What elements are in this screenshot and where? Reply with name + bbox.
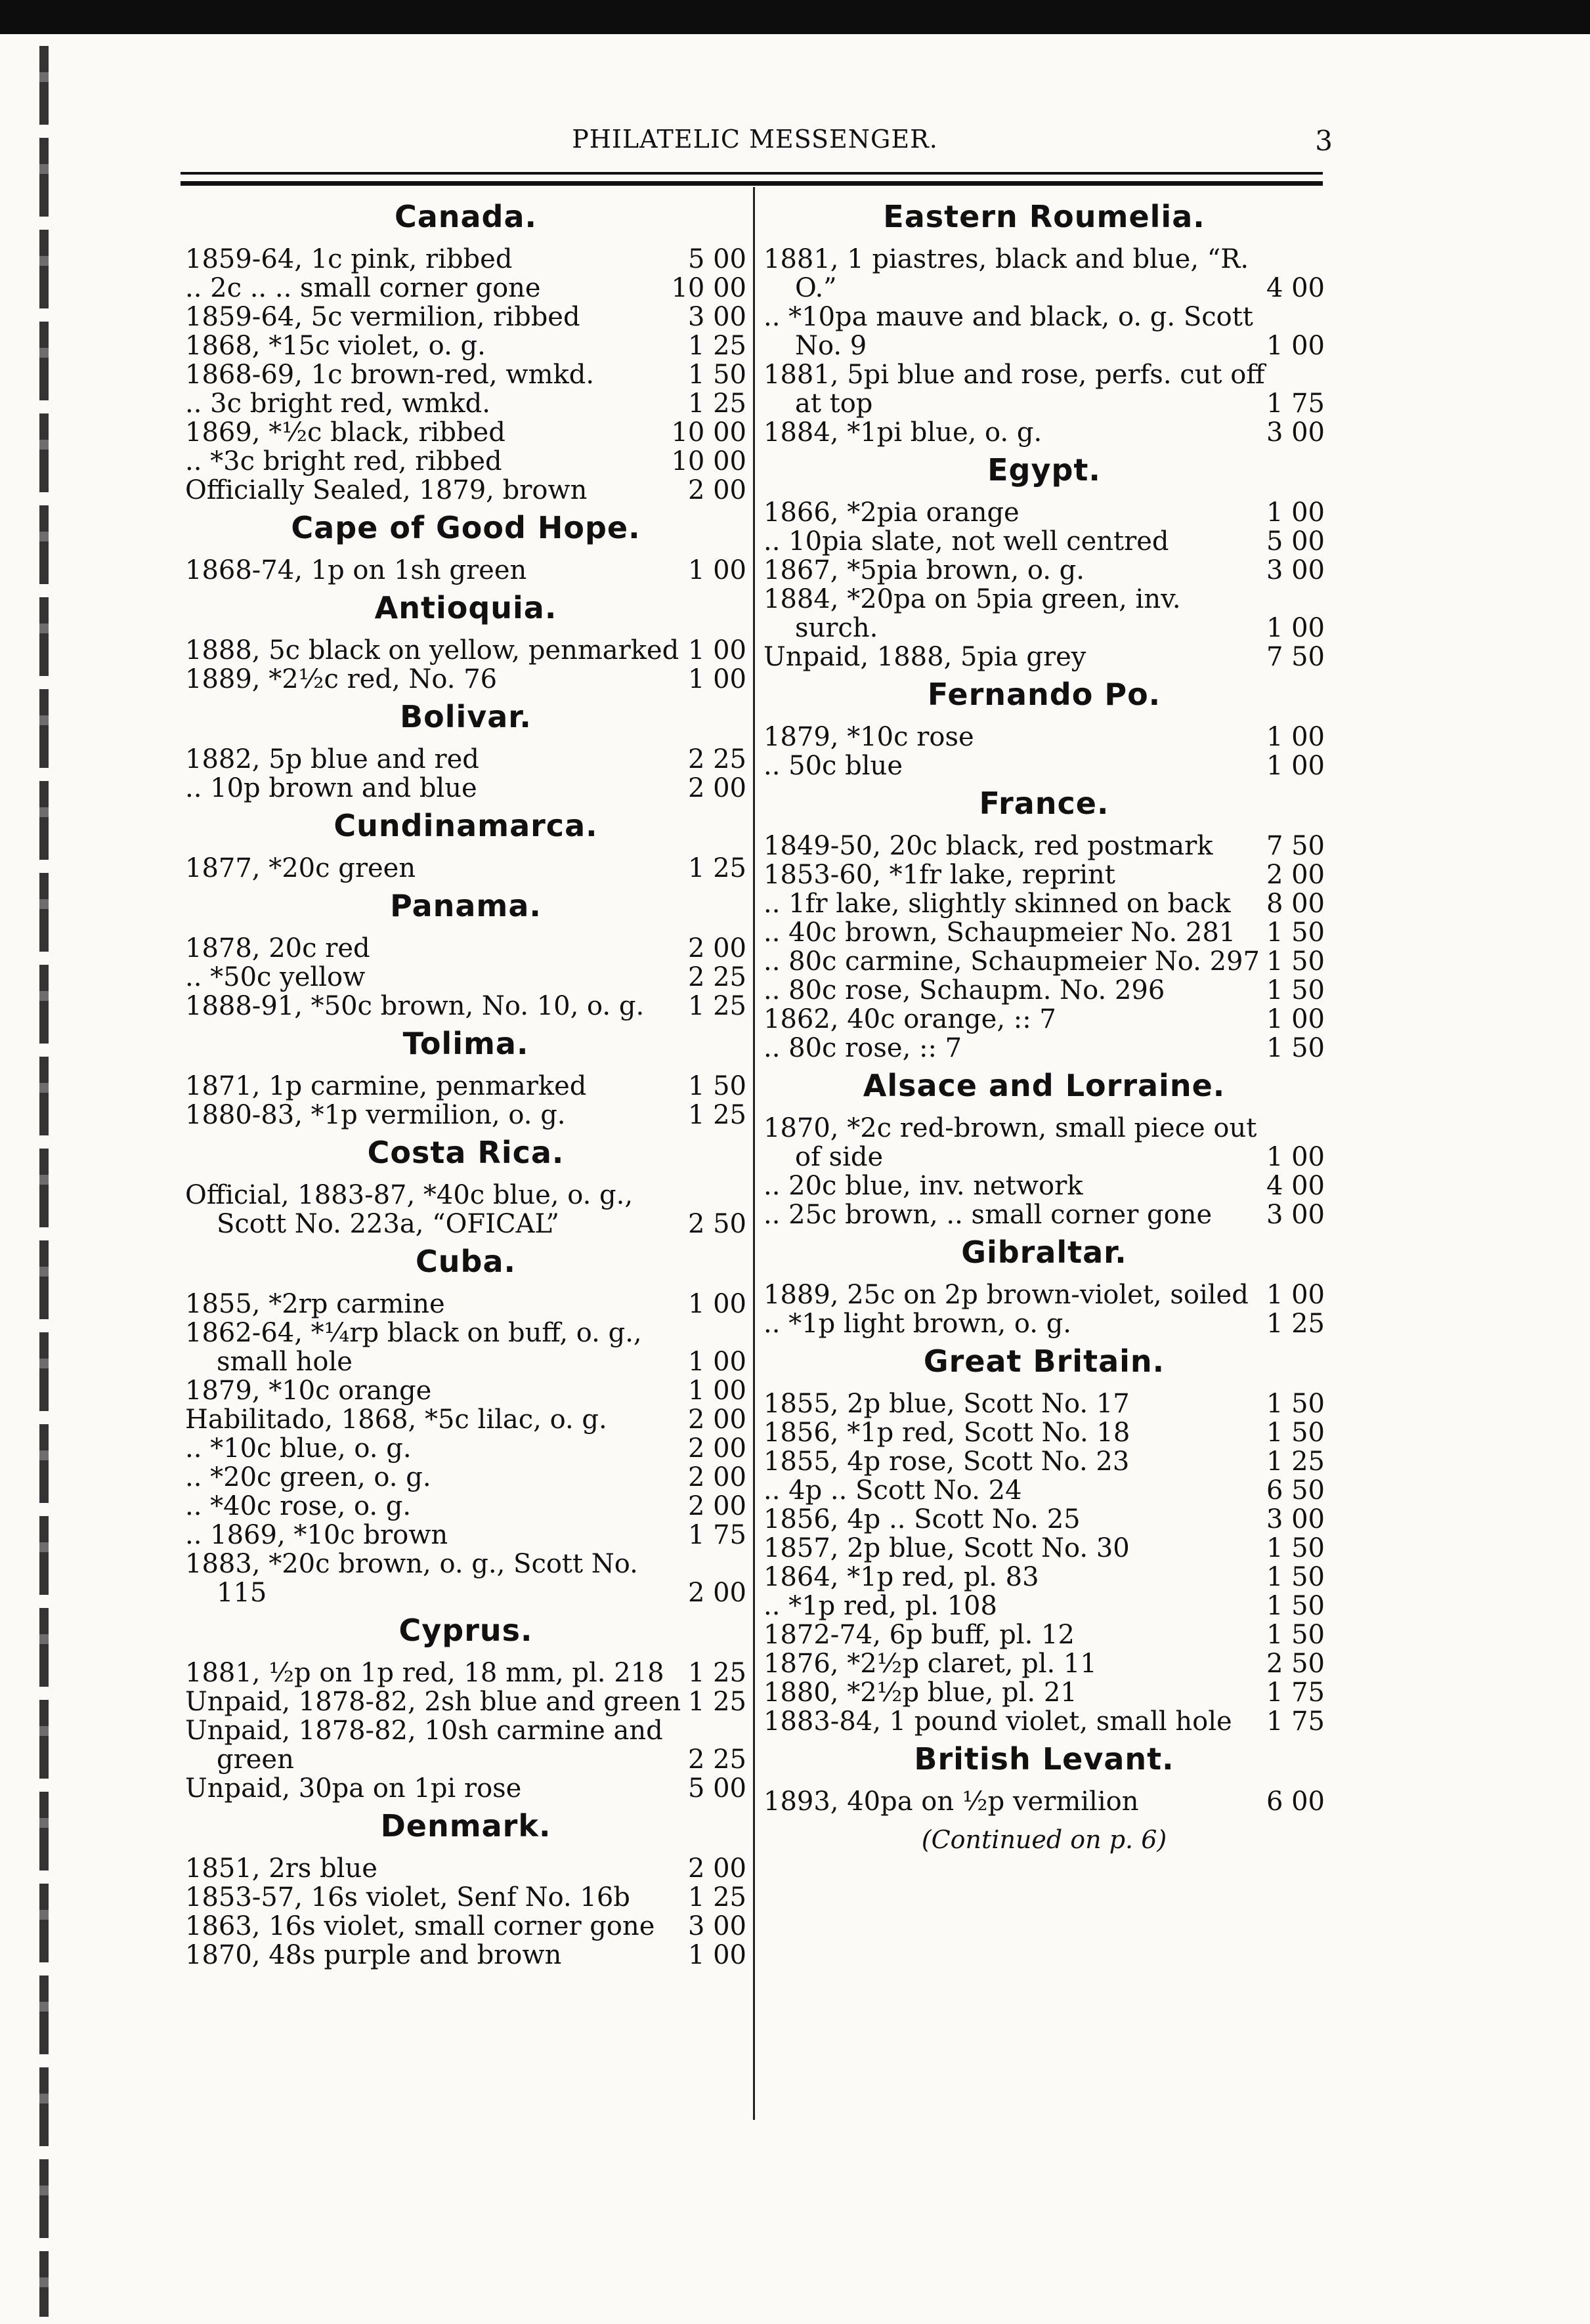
section-heading: Cundinamarca. — [333, 808, 598, 843]
stamp-description: .. 50c blue — [763, 751, 903, 781]
stamp-listing — [185, 245, 746, 274]
stamp-description: 1879, *10c rose — [763, 722, 974, 752]
stamp-price: 1 00 — [1266, 331, 1325, 361]
stamp-description: .. *10pa mauve and black, o. g. Scott No. 9 — [763, 302, 1253, 361]
stamp-listing — [763, 832, 1325, 860]
stamp-description: Unpaid, 1878-82, 10sh carmine and green — [185, 1716, 663, 1775]
stamp-price: 1 75 — [1266, 389, 1325, 419]
stamp-listing — [185, 1405, 746, 1434]
stamp-listing — [763, 1114, 1325, 1172]
stamp-price: 2 00 — [687, 1491, 746, 1521]
stamp-listing — [763, 1707, 1325, 1736]
stamp-listing — [185, 1434, 746, 1463]
stamp-price: 2 25 — [687, 1744, 746, 1775]
stamp-price: 1 75 — [1266, 1678, 1325, 1708]
stamp-price: 2 00 — [687, 933, 746, 963]
stamp-listing — [763, 947, 1325, 976]
stamp-description: .. *1p light brown, o. g. — [763, 1309, 1072, 1339]
stamp-listing — [185, 1492, 746, 1521]
stamp-listing — [763, 1534, 1325, 1563]
stamp-listing — [185, 963, 746, 992]
stamp-price: 3 00 — [1266, 1200, 1325, 1230]
stamp-listing — [763, 1280, 1325, 1309]
stamp-price: 1 75 — [1266, 1706, 1325, 1737]
stamp-description: Unpaid, 30pa on 1pi rose — [185, 1773, 522, 1804]
stamp-price: 2 50 — [687, 1209, 746, 1239]
stamp-listing — [763, 1172, 1325, 1200]
right-column — [763, 194, 1325, 1854]
stamp-price: 2 25 — [687, 962, 746, 992]
stamp-listing — [185, 1774, 746, 1803]
stamp-description: 1872-74, 6p buff, pl. 12 — [763, 1620, 1075, 1650]
stamp-description: 1880, *2½p blue, pl. 21 — [763, 1678, 1077, 1708]
section-cyprus — [185, 1610, 746, 1803]
stamp-listing — [185, 1101, 746, 1130]
stamp-listing — [763, 1005, 1325, 1034]
continued-note: (Continued on p. 6) — [921, 1825, 1167, 1854]
stamp-price: 2 00 — [687, 1853, 746, 1884]
stamp-listing — [185, 774, 746, 803]
stamp-description: 1855, 2p blue, Scott No. 17 — [763, 1389, 1130, 1419]
stamp-listing — [185, 1181, 746, 1238]
stamp-listing — [185, 665, 746, 694]
stamp-listing — [185, 1072, 746, 1101]
stamp-description: Official, 1883-87, *40c blue, o. g., Scott No. 223a, “OFICAL” — [185, 1180, 634, 1239]
stamp-listing — [763, 1563, 1325, 1592]
stamp-description: 1868-69, 1c brown-red, wmkd. — [185, 360, 595, 390]
page-number: 3 — [1315, 125, 1333, 157]
stamp-listing — [185, 1290, 746, 1319]
stamp-price: 10 00 — [671, 273, 746, 303]
stamp-price: 1 50 — [1266, 1418, 1325, 1448]
stamp-listing — [185, 854, 746, 883]
stamp-listing — [763, 1592, 1325, 1620]
section-heading: Fernando Po. — [927, 677, 1161, 712]
stamp-description: 1889, *2½c red, No. 76 — [185, 664, 498, 694]
stamp-description: Unpaid, 1878-82, 2sh blue and green — [185, 1687, 681, 1717]
stamp-price: 4 00 — [1266, 273, 1325, 303]
stamp-price: 5 00 — [1266, 526, 1325, 557]
stamp-description: .. *20c green, o. g. — [185, 1462, 431, 1492]
stamp-description: 1864, *1p red, pl. 83 — [763, 1562, 1039, 1592]
section-heading: Great Britain. — [923, 1343, 1165, 1379]
header-rule — [181, 172, 1323, 175]
stamp-price: 1 25 — [687, 1882, 746, 1912]
stamp-listing — [185, 1854, 746, 1883]
stamp-price: 1 75 — [687, 1520, 746, 1550]
stamp-price: 2 00 — [687, 1405, 746, 1435]
stamp-listing — [763, 556, 1325, 585]
left-column — [185, 194, 746, 1970]
stamp-listing — [185, 636, 746, 665]
stamp-listing — [185, 992, 746, 1021]
stamp-description: 1856, *1p red, Scott No. 18 — [763, 1418, 1130, 1448]
section-heading: Panama. — [390, 888, 542, 923]
stamp-listing — [763, 527, 1325, 556]
stamp-description: 1889, 25c on 2p brown-violet, soiled — [763, 1280, 1249, 1310]
stamp-description: .. 80c rose, :: 7 — [763, 1033, 962, 1063]
section-heading: Cuba. — [416, 1244, 516, 1279]
stamp-description: 1870, *2c red-brown, small piece out of side — [763, 1113, 1257, 1172]
stamp-listing — [763, 1389, 1325, 1418]
stamp-price: 1 25 — [1266, 1309, 1325, 1339]
stamp-listing — [185, 1941, 746, 1970]
stamp-price: 1 25 — [687, 1658, 746, 1688]
stamp-description: .. *10c blue, o. g. — [185, 1433, 412, 1464]
stamp-listing — [185, 1716, 746, 1774]
stamp-listing — [185, 1550, 746, 1607]
stamp-price: 3 00 — [1266, 555, 1325, 585]
stamp-listing — [763, 498, 1325, 527]
stamp-price: 5 00 — [687, 244, 746, 274]
binding-edge — [39, 46, 49, 2317]
stamp-listing — [763, 1034, 1325, 1063]
stamp-description: .. 40c brown, Schaupmeier No. 281 — [763, 918, 1236, 948]
stamp-description: Habilitado, 1868, *5c lilac, o. g. — [185, 1405, 607, 1435]
section-heading: Alsace and Lorraine. — [863, 1068, 1226, 1103]
stamp-price: 1 50 — [1266, 1591, 1325, 1621]
stamp-listing — [763, 751, 1325, 780]
stamp-listing — [185, 1463, 746, 1492]
stamp-price: 1 00 — [687, 664, 746, 694]
stamp-price: 2 25 — [687, 744, 746, 774]
stamp-price: 1 00 — [687, 1347, 746, 1377]
stamp-listing — [185, 1376, 746, 1405]
stamp-listing — [763, 1309, 1325, 1338]
stamp-price: 10 00 — [671, 417, 746, 448]
stamp-description: 1884, *20pa on 5pia green, inv. surch. — [763, 584, 1181, 643]
stamp-price: 5 00 — [687, 1773, 746, 1804]
stamp-listing — [185, 1912, 746, 1941]
section-denmark — [185, 1806, 746, 1970]
stamp-description: 1855, *2rp carmine — [185, 1289, 445, 1319]
stamp-description: .. *40c rose, o. g. — [185, 1491, 412, 1521]
stamp-price: 1 00 — [1266, 1004, 1325, 1034]
stamp-price: 1 00 — [1266, 722, 1325, 752]
section-costa-rica — [185, 1132, 746, 1238]
section-heading: Cape of Good Hope. — [291, 510, 641, 545]
stamp-listing — [763, 889, 1325, 918]
stamp-price: 1 25 — [687, 1687, 746, 1717]
stamp-description: 1853-57, 16s violet, Senf No. 16b — [185, 1882, 630, 1912]
stamp-description: 1851, 2rs blue — [185, 1853, 377, 1884]
stamp-listing — [185, 389, 746, 418]
section-heading: Egypt. — [987, 452, 1101, 488]
section-alsace-and-lorraine — [763, 1065, 1325, 1229]
stamp-price: 1 50 — [1266, 1562, 1325, 1592]
stamp-price: 8 00 — [1266, 889, 1325, 919]
stamp-listing — [763, 1678, 1325, 1707]
stamp-description: 1862, 40c orange, :: 7 — [763, 1004, 1056, 1034]
stamp-listing — [185, 476, 746, 505]
stamp-price: 1 00 — [1266, 497, 1325, 528]
stamp-price: 2 00 — [687, 1578, 746, 1608]
stamp-price: 1 25 — [687, 331, 746, 361]
section-france — [763, 783, 1325, 1063]
stamp-price: 1 50 — [1266, 1389, 1325, 1419]
stamp-price: 1 00 — [687, 635, 746, 666]
stamp-price: 6 50 — [1266, 1475, 1325, 1506]
stamp-listing — [763, 1476, 1325, 1505]
stamp-listing — [185, 418, 746, 447]
stamp-description: .. *3c bright red, ribbed — [185, 446, 502, 476]
stamp-description: 1868-74, 1p on 1sh green — [185, 555, 527, 585]
stamp-listing — [763, 245, 1325, 303]
top-rule — [0, 0, 1590, 34]
stamp-listing — [763, 1787, 1325, 1816]
stamp-listing — [185, 1883, 746, 1912]
stamp-listing — [763, 643, 1325, 671]
stamp-price: 4 00 — [1266, 1171, 1325, 1201]
stamp-price: 1 50 — [1266, 975, 1325, 1005]
stamp-price: 3 00 — [687, 302, 746, 332]
stamp-description: 1893, 40pa on ½p vermilion — [763, 1786, 1139, 1817]
stamp-description: .. 1fr lake, slightly skinned on back — [763, 889, 1231, 919]
stamp-description: .. 10pia slate, not well centred — [763, 526, 1169, 557]
stamp-description: 1883, *20c brown, o. g., Scott No. 115 — [185, 1549, 638, 1608]
stamp-listing — [185, 274, 746, 303]
stamp-listing — [185, 934, 746, 963]
stamp-price: 1 50 — [1266, 918, 1325, 948]
section-egypt — [763, 450, 1325, 671]
stamp-price: 1 25 — [687, 389, 746, 419]
stamp-description: 1867, *5pia brown, o. g. — [763, 555, 1085, 585]
stamp-description: .. *50c yellow — [185, 962, 366, 992]
stamp-price: 1 00 — [1266, 613, 1325, 643]
stamp-description: 1870, 48s purple and brown — [185, 1940, 562, 1970]
stamp-listing — [185, 556, 746, 585]
section-cundinamarca — [185, 805, 746, 883]
stamp-listing — [763, 1447, 1325, 1476]
stamp-listing — [763, 918, 1325, 947]
stamp-listing — [763, 1200, 1325, 1229]
stamp-description: 1859-64, 5c vermilion, ribbed — [185, 302, 580, 332]
section-canada — [185, 196, 746, 505]
stamp-price: 2 00 — [687, 1433, 746, 1464]
stamp-listing — [763, 360, 1325, 418]
stamp-description: .. 2c .. .. small corner gone — [185, 273, 541, 303]
stamp-price: 2 00 — [687, 773, 746, 803]
stamp-price: 1 00 — [687, 1289, 746, 1319]
stamp-price: 3 00 — [687, 1911, 746, 1941]
stamp-description: 1878, 20c red — [185, 933, 370, 963]
stamp-price: 2 50 — [1266, 1649, 1325, 1679]
stamp-description: 1888-91, *50c brown, No. 10, o. g. — [185, 991, 645, 1021]
stamp-description: .. 4p .. Scott No. 24 — [763, 1475, 1022, 1506]
stamp-price: 1 00 — [687, 555, 746, 585]
stamp-listing — [185, 1319, 746, 1376]
stamp-description: .. 80c carmine, Schaupmeier No. 297 — [763, 946, 1260, 977]
stamp-description: 1849-50, 20c black, red postmark — [763, 831, 1213, 861]
stamp-description: .. 3c bright red, wmkd. — [185, 389, 490, 419]
stamp-price: 1 50 — [1266, 946, 1325, 977]
stamp-description: 1883-84, 1 pound violet, small hole — [763, 1706, 1232, 1737]
section-heading: Denmark. — [380, 1808, 551, 1844]
stamp-description: 1881, ½p on 1p red, 18 mm, pl. 218 — [185, 1658, 664, 1688]
stamp-description: 1880-83, *1p vermilion, o. g. — [185, 1100, 566, 1130]
section-panama — [185, 885, 746, 1021]
stamp-description: 1866, *2pia orange — [763, 497, 1020, 528]
section-heading: Cyprus. — [398, 1613, 533, 1648]
section-bolivar — [185, 696, 746, 803]
stamp-description: 1856, 4p .. Scott No. 25 — [763, 1504, 1081, 1534]
stamp-price: 7 50 — [1266, 642, 1325, 672]
stamp-listing — [185, 1687, 746, 1716]
stamp-description: .. 80c rose, Schaupm. No. 296 — [763, 975, 1165, 1005]
stamp-price: 1 25 — [687, 991, 746, 1021]
stamp-price: 1 25 — [1266, 1447, 1325, 1477]
header-rule-double — [181, 181, 1323, 186]
stamp-listing — [185, 360, 746, 389]
right-sections — [763, 196, 1325, 1816]
section-cape-of-good-hope — [185, 507, 746, 585]
stamp-description: 1871, 1p carmine, penmarked — [185, 1071, 587, 1101]
stamp-description: Unpaid, 1888, 5pia grey — [763, 642, 1086, 672]
stamp-listing — [763, 418, 1325, 447]
stamp-description: 1888, 5c black on yellow, penmarked — [185, 635, 679, 666]
stamp-listing — [763, 976, 1325, 1005]
section-gibraltar — [763, 1232, 1325, 1338]
section-tolima — [185, 1023, 746, 1130]
stamp-description: 1857, 2p blue, Scott No. 30 — [763, 1533, 1130, 1563]
stamp-price: 1 25 — [687, 1100, 746, 1130]
section-heading: Gibraltar. — [961, 1235, 1127, 1270]
section-heading: British Levant. — [914, 1741, 1174, 1777]
stamp-price: 10 00 — [671, 446, 746, 476]
section-heading: Antioquia. — [374, 590, 557, 625]
stamp-description: 1855, 4p rose, Scott No. 23 — [763, 1447, 1130, 1477]
stamp-price: 3 00 — [1266, 1504, 1325, 1534]
stamp-description: 1884, *1pi blue, o. g. — [763, 417, 1042, 448]
stamp-listing — [763, 1418, 1325, 1447]
stamp-listing — [763, 1620, 1325, 1649]
section-antioquia — [185, 587, 746, 694]
stamp-price: 1 00 — [1266, 1280, 1325, 1310]
stamp-description: .. 1869, *10c brown — [185, 1520, 448, 1550]
section-heading: France. — [979, 786, 1109, 821]
stamp-listing — [763, 1649, 1325, 1678]
stamp-price: 2 00 — [687, 1462, 746, 1492]
stamp-description: 1879, *10c orange — [185, 1376, 432, 1406]
stamp-description: 1882, 5p blue and red — [185, 744, 479, 774]
column-divider — [753, 187, 755, 2120]
section-heading: Canada. — [394, 199, 538, 234]
stamp-description: 1862-64, *¼rp black on buff, o. g., small hole — [185, 1318, 642, 1377]
stamp-description: 1868, *15c violet, o. g. — [185, 331, 486, 361]
stamp-price: 6 00 — [1266, 1786, 1325, 1817]
stamp-price: 1 50 — [1266, 1033, 1325, 1063]
stamp-description: 1877, *20c green — [185, 853, 416, 883]
stamp-listing — [763, 723, 1325, 751]
stamp-listing — [185, 1658, 746, 1687]
section-heading: Tolima. — [402, 1026, 529, 1061]
stamp-price: 2 00 — [687, 475, 746, 505]
stamp-description: 1881, 5pi blue and rose, perfs. cut off at top — [763, 360, 1265, 419]
stamp-price: 1 00 — [1266, 1142, 1325, 1172]
section-heading: Eastern Roumelia. — [883, 199, 1205, 234]
stamp-description: .. 25c brown, .. small corner gone — [763, 1200, 1213, 1230]
running-title: PHILATELIC MESSENGER. — [572, 125, 938, 154]
section-eastern-roumelia — [763, 196, 1325, 447]
section-british-levant — [763, 1739, 1325, 1816]
section-heading: Costa Rica. — [367, 1135, 565, 1170]
stamp-listing — [763, 303, 1325, 360]
stamp-price: 7 50 — [1266, 831, 1325, 861]
stamp-price: 1 50 — [1266, 1620, 1325, 1650]
stamp-listing — [763, 860, 1325, 889]
stamp-listing — [185, 447, 746, 476]
stamp-price: 1 00 — [687, 1940, 746, 1970]
section-great-britain — [763, 1341, 1325, 1736]
stamp-listing — [185, 1521, 746, 1550]
stamp-price: 1 00 — [687, 1376, 746, 1406]
stamp-description: .. 10p brown and blue — [185, 773, 477, 803]
stamp-listing — [185, 303, 746, 331]
stamp-description: 1869, *½c black, ribbed — [185, 417, 505, 448]
stamp-price: 3 00 — [1266, 417, 1325, 448]
stamp-price: 1 50 — [1266, 1533, 1325, 1563]
stamp-price: 1 50 — [687, 360, 746, 390]
stamp-description: 1863, 16s violet, small corner gone — [185, 1911, 655, 1941]
stamp-description: 1881, 1 piastres, black and blue, “R. O.” — [763, 244, 1249, 303]
stamp-listing — [185, 331, 746, 360]
section-heading: Bolivar. — [400, 699, 532, 734]
stamp-description: 1853-60, *1fr lake, reprint — [763, 860, 1115, 890]
section-fernando-po — [763, 674, 1325, 780]
stamp-description: 1876, *2½p claret, pl. 11 — [763, 1649, 1097, 1679]
stamp-listing — [185, 745, 746, 774]
stamp-price: 1 25 — [687, 853, 746, 883]
stamp-price: 2 00 — [1266, 860, 1325, 890]
stamp-price: 1 00 — [1266, 751, 1325, 781]
stamp-description: 1859-64, 1c pink, ribbed — [185, 244, 513, 274]
stamp-description: Officially Sealed, 1879, brown — [185, 475, 588, 505]
section-cuba — [185, 1241, 746, 1607]
page-header — [177, 125, 1333, 164]
stamp-price: 1 50 — [687, 1071, 746, 1101]
stamp-listing — [763, 585, 1325, 643]
stamp-description: .. 20c blue, inv. network — [763, 1171, 1083, 1201]
stamp-description: .. *1p red, pl. 108 — [763, 1591, 997, 1621]
stamp-listing — [763, 1505, 1325, 1534]
